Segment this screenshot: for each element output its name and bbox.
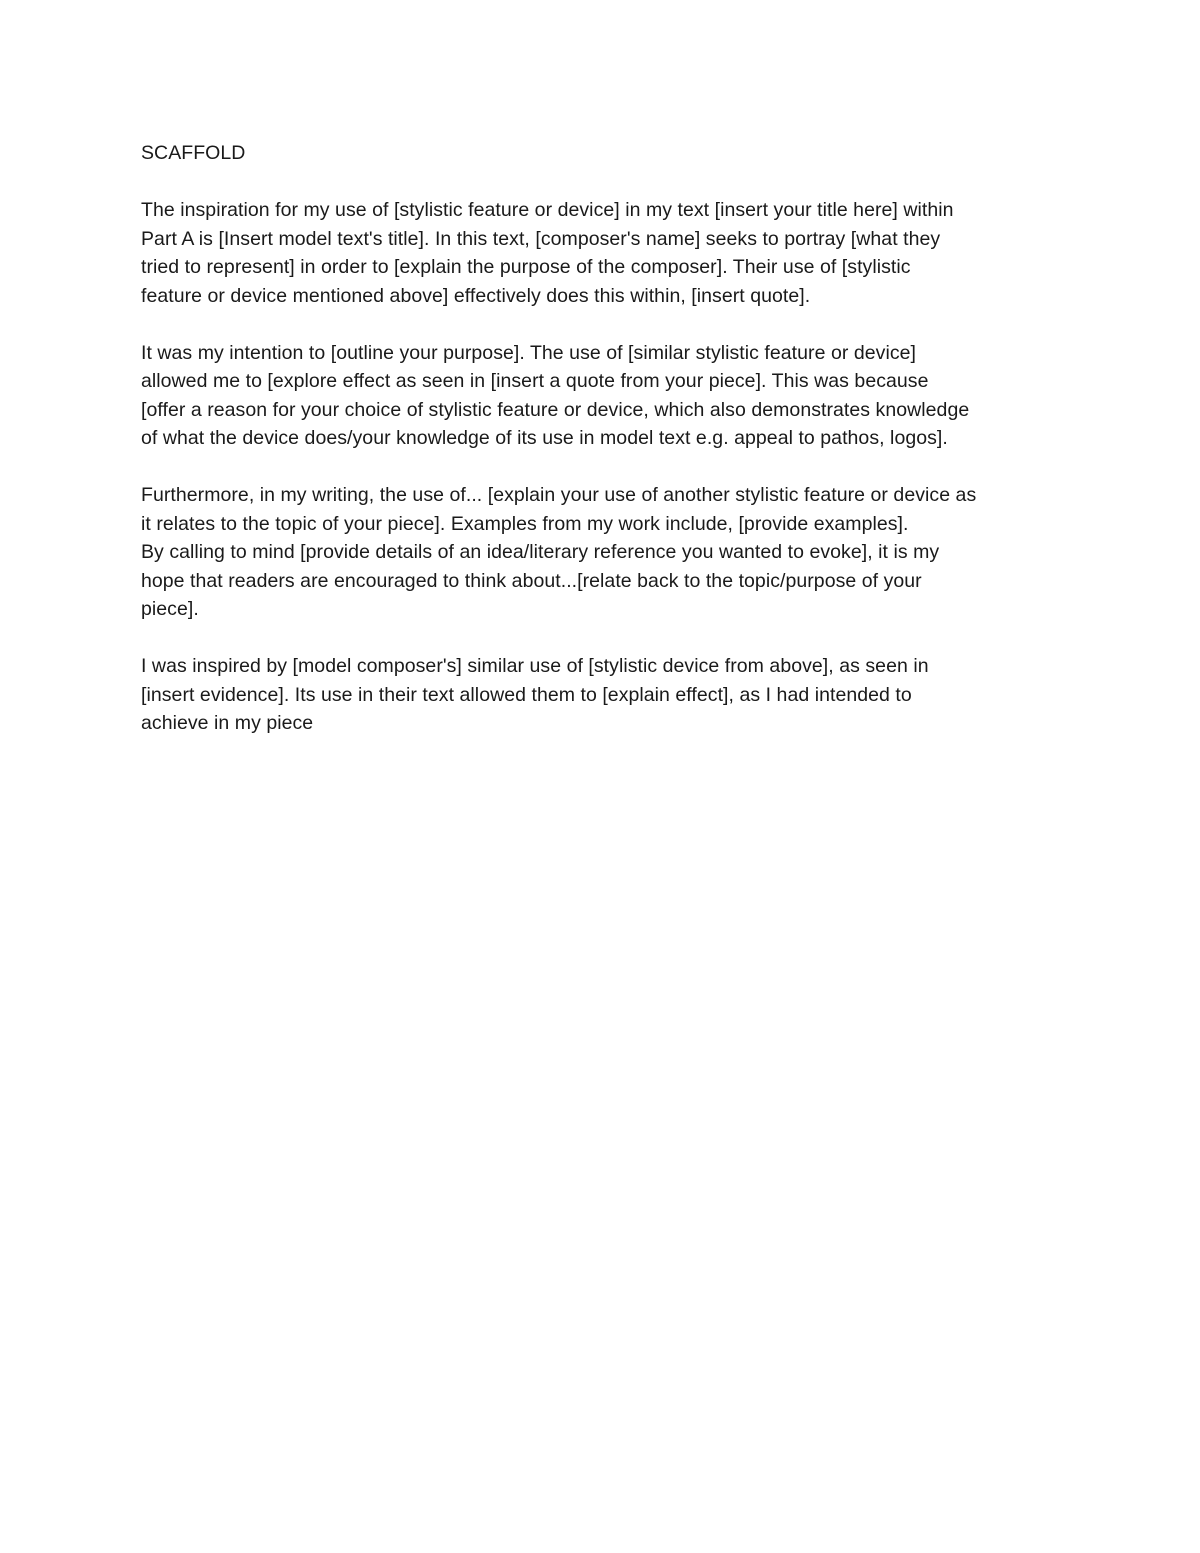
paragraph-line: [offer a reason for your choice of stylistic feature or device, which also demonstrates knowledge (141, 398, 970, 421)
paragraph-inspired-by (141, 652, 1071, 738)
paragraph-intention (141, 339, 1071, 453)
paragraph-line: of what the device does/your knowledge of its use in model text e.g. appeal to pathos, logos]. (141, 427, 948, 449)
paragraph-spacer (141, 310, 1071, 339)
paragraph-line: [insert evidence]. Its use in their text allowed them to [explain effect], as I had intended to (141, 683, 912, 706)
paragraph-line: piece]. (141, 598, 199, 620)
document-title: SCAFFOLD (141, 142, 246, 164)
paragraph-line: achieve in my piece (141, 712, 314, 734)
paragraph-line: tried to represent] in order to [explain the purpose of the composer]. Their use of [stylistic (141, 256, 911, 278)
paragraph-inspiration (141, 196, 1071, 310)
paragraph-spacer (141, 624, 1071, 653)
paragraph-line: Furthermore, in my writing, the use of... [explain your use of another stylistic feature or device as (141, 484, 977, 506)
paragraph-spacer (141, 453, 1071, 482)
paragraph-line: The inspiration for my use of [stylistic feature or device] in my text [insert your title here] within (141, 199, 954, 221)
paragraph-line: By calling to mind [provide details of an idea/literary reference you wanted to evoke], it is my (141, 541, 940, 563)
paragraph-line: It was my intention to [outline your purpose]. The use of [similar stylistic feature or device] (141, 341, 916, 364)
paragraph-furthermore (141, 481, 1071, 624)
paragraph-line: allowed me to [explore effect as seen in [insert a quote from your piece]. This was because (141, 370, 929, 392)
paragraph-line: Part A is [Insert model text's title]. In this text, [composer's name] seeks to portray [what they (141, 227, 941, 250)
paragraph-line: feature or device mentioned above] effectively does this within, [insert quote]. (141, 284, 811, 307)
paragraph-line: it relates to the topic of your piece]. Examples from my work include, [provide examples]. (141, 512, 909, 535)
document-body (141, 139, 1071, 738)
paragraph-line: hope that readers are encouraged to think about...[relate back to the topic/purpose of your (141, 569, 922, 592)
paragraph-spacer (141, 168, 1071, 197)
paragraph-line: I was inspired by [model composer's] similar use of [stylistic device from above], as seen in (141, 655, 929, 677)
